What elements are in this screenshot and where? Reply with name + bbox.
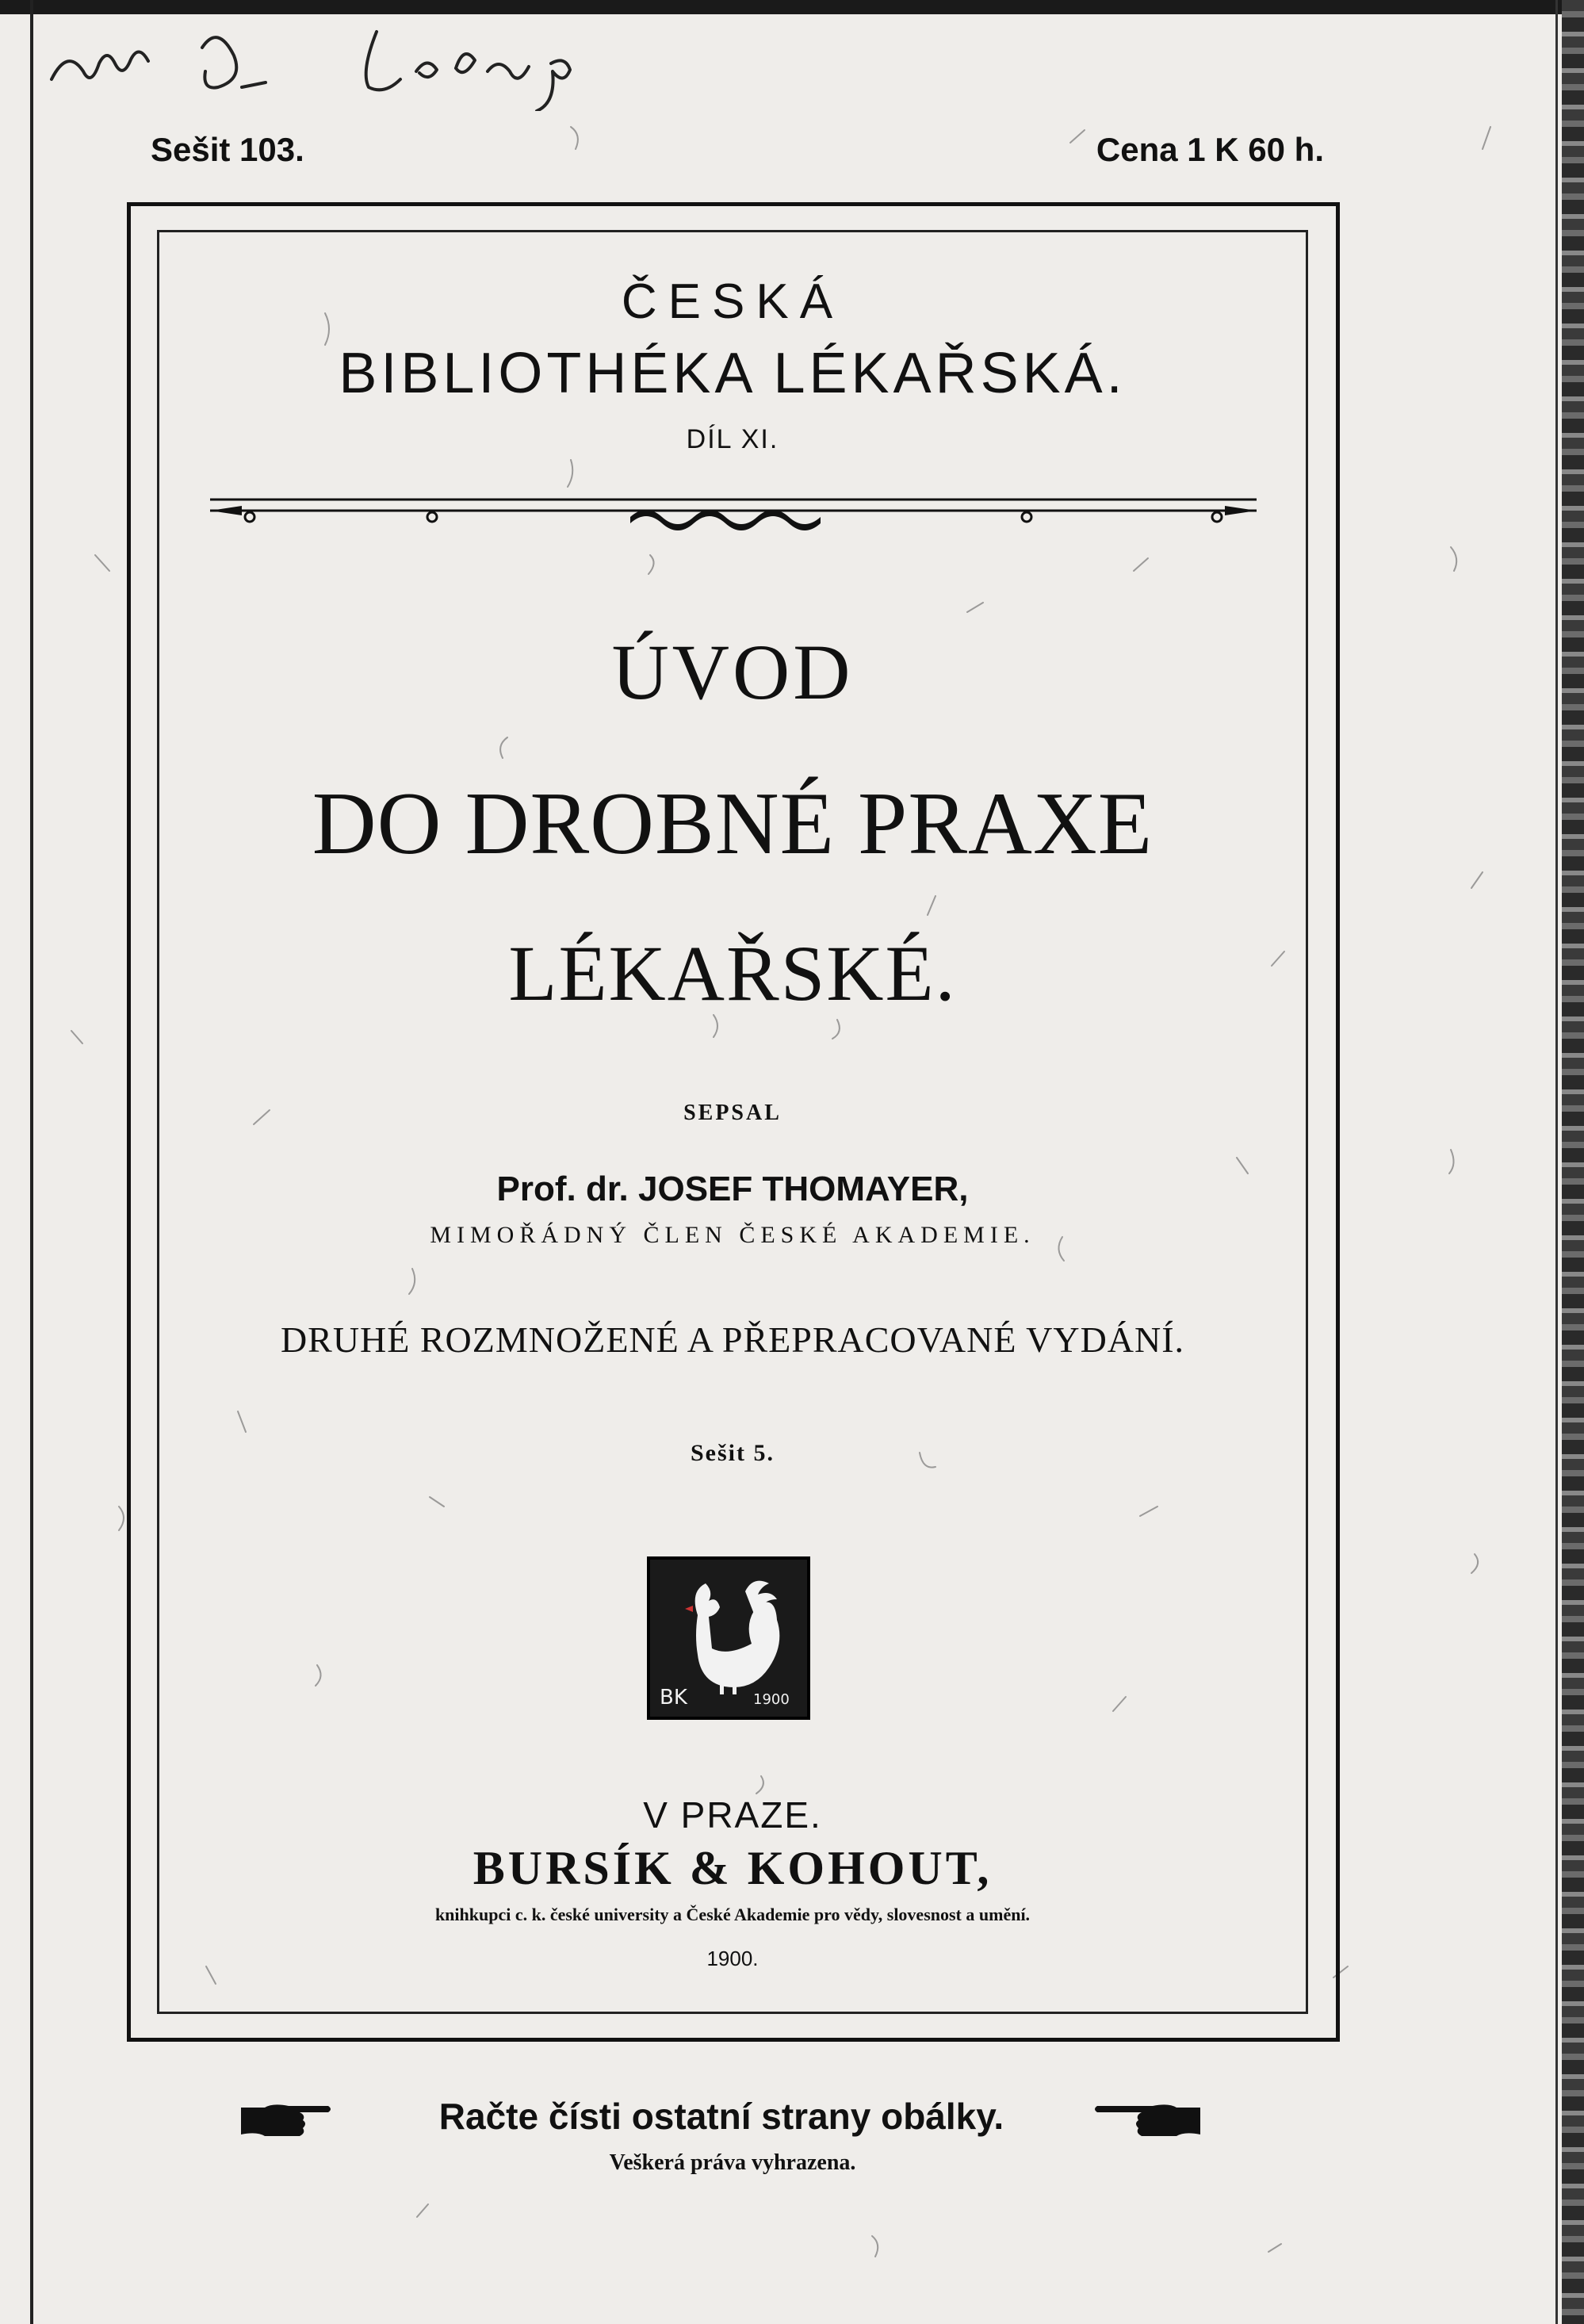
rights-reserved: Veškerá práva vyhrazena. <box>609 2150 856 2175</box>
ornamental-divider <box>210 493 1257 533</box>
publisher-name: BURSÍK & KOHOUT, <box>473 1842 993 1894</box>
compiled-by: SEPSAL <box>683 1101 782 1125</box>
title-line2: DO DROBNÉ PRAXE <box>312 775 1154 873</box>
pointing-hand-left-icon <box>1092 2100 1203 2139</box>
right-torn-edge <box>1562 0 1584 2324</box>
publisher-emblem <box>647 1556 810 1720</box>
top-border <box>0 0 1584 14</box>
emblem-left-mark: BK <box>660 1686 687 1709</box>
left-binding-line <box>30 0 33 2324</box>
right-edge-line <box>1555 0 1558 2324</box>
read-other-pages-note: Račte čísti ostatní strany obálky. <box>438 2096 1004 2137</box>
publication-year: 1900. <box>706 1947 759 1970</box>
issue-label: Sešit 5. <box>691 1440 775 1466</box>
header-row <box>151 131 1324 178</box>
publisher-description: knihkupci c. k. české university a České Akademie pro vědy, slovesnost a umění. <box>434 1905 1031 1924</box>
title-line1: ÚVOD <box>611 628 854 716</box>
author-name: Prof. dr. JOSEF THOMAYER, <box>496 1170 969 1208</box>
handwritten-inscription <box>44 16 614 111</box>
title-line3: LÉKAŘSKÉ. <box>508 929 957 1017</box>
author-role: MIMOŘÁDNÝ ČLEN ČESKÉ AKADEMIE. <box>430 1222 1035 1248</box>
price: Cena 1 K 60 h. <box>1096 131 1324 168</box>
edition-statement: DRUHÉ ROZMNOŽENÉ A PŘEPRACOVANÉ VYDÁNÍ. <box>280 1319 1185 1360</box>
emblem-right-mark: 1900 <box>753 1691 790 1708</box>
imprint-place: V PRAZE. <box>643 1794 822 1836</box>
rooster-icon <box>650 1560 807 1717</box>
series-volume: DÍL XI. <box>686 424 779 454</box>
series-name-line1: ČESKÁ <box>621 274 844 329</box>
issue-number: Sešit 103. <box>151 131 304 168</box>
series-name-line2: BIBLIOTHÉKA LÉKAŘSKÁ. <box>339 342 1127 405</box>
